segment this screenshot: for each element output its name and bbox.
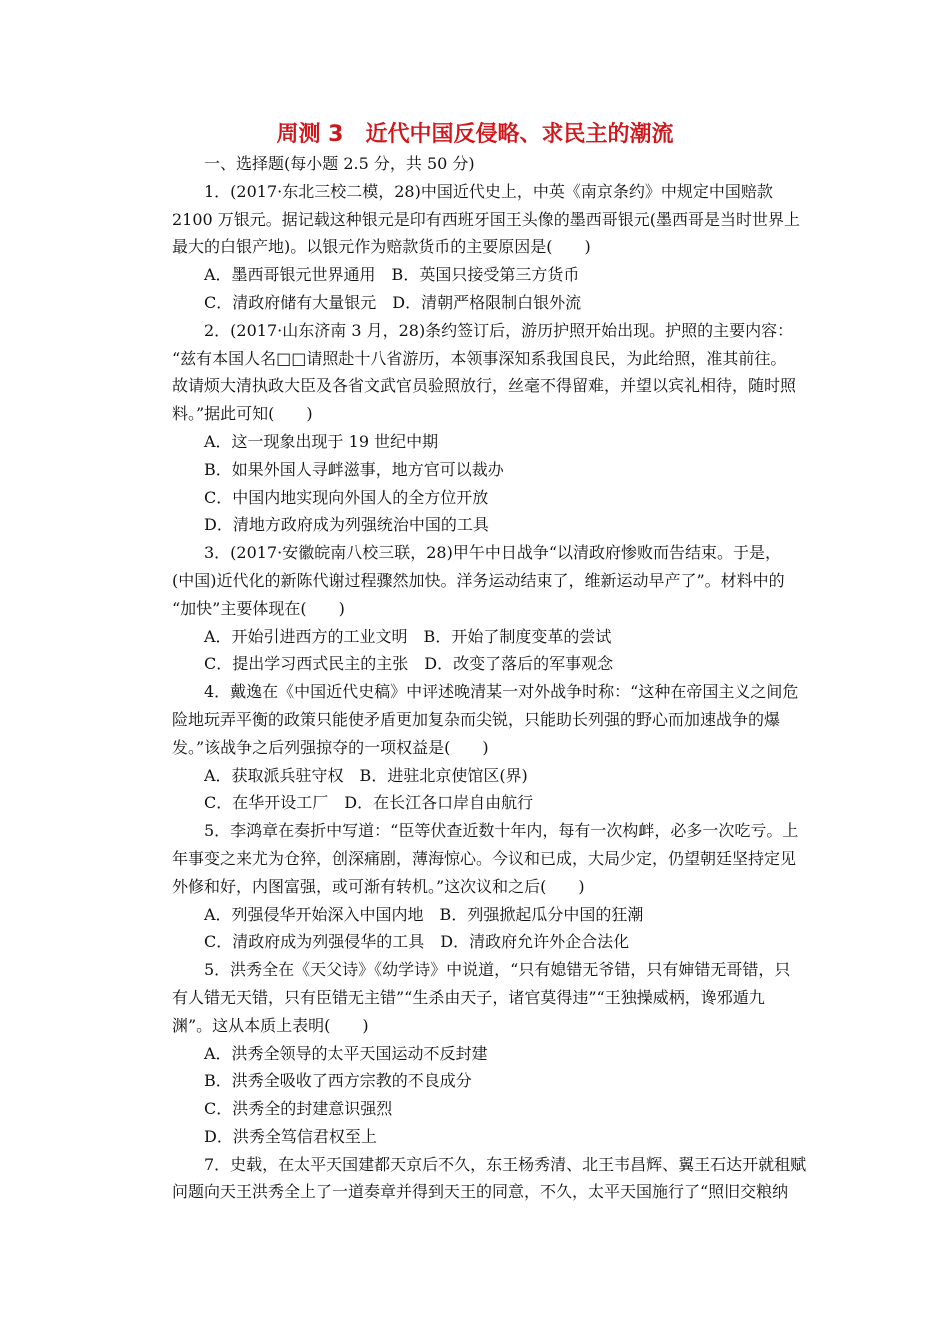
question-stem-first-line: 5．洪秀全在《天父诗》《幼学诗》中说道，“只有媳错无爷错，只有婶错无哥错，只 [204, 960, 791, 980]
answer-option: D．清地方政府成为列强统治中国的工具 [204, 515, 489, 535]
question-stem-line: 料。”据此可知( ) [172, 404, 313, 424]
question-stem-line: 问题向天王洪秀全上了一道奏章并得到天王的同意，不久，太平天国施行了“照旧交粮纳 [172, 1182, 789, 1202]
question-stem-line: 发。”该战争之后列强掠夺的一项权益是( ) [172, 737, 489, 757]
question-stem-line: 2100 万银元。据记载这种银元是印有西班牙国王头像的墨西哥银元(墨西哥是当时世界上 [172, 209, 801, 229]
question-stem-line: (中国)近代化的新陈代谢过程骤然加快。洋务运动结束了，维新运动早产了”。材料中的 [172, 570, 785, 590]
question-stem-line: “兹有本国人名□□请照赴十八省游历，本领事深知系我国良民，为此给照，准其前往。 [172, 348, 787, 368]
question-stem-line: 故请烦大清执政大臣及各省文武官员验照放行，丝毫不得留难，并望以宾礼相待，随时照 [172, 376, 797, 396]
question-stem-line: “加快”主要体现在( ) [172, 598, 345, 618]
answer-option: A．列强侵华开始深入中国内地 B．列强掀起瓜分中国的狂潮 [204, 904, 644, 924]
answer-option: C．提出学习西式民主的主张 D．改变了落后的军事观念 [204, 654, 614, 674]
answer-option: A．获取派兵驻守权 B．进驻北京使馆区(界) [204, 765, 528, 785]
question-list [172, 178, 812, 1206]
answer-option: A．这一现象出现于 19 世纪中期 [204, 431, 439, 451]
answer-option: C．在华开设工厂 D．在长江各口岸自由航行 [204, 793, 534, 813]
question-stem-first-line: 7．史载，在太平天国建都天京后不久，东王杨秀清、北王韦昌辉、翼王石达开就租赋 [204, 1154, 807, 1174]
question-stem-line: 最大的白银产地)。以银元作为赔款货币的主要原因是( ) [172, 237, 591, 257]
answer-option: C．清政府成为列强侵华的工具 D．清政府允许外企合法化 [204, 932, 630, 952]
question-stem-first-line: 2．(2017·山东济南 3 月，28)条约签订后，游历护照开始出现。护照的主要内容： [204, 320, 794, 340]
page-title: 周测 3 近代中国反侵略、求民主的潮流 [276, 122, 674, 147]
answer-option: B．如果外国人寻衅滋事，地方官可以裁办 [204, 459, 504, 479]
question-stem-first-line: 5．李鸿章在奏折中写道：“臣等伏查近数十年内，每有一次构衅，必多一次吃亏。上 [204, 821, 799, 841]
answer-option: A．墨西哥银元世界通用 B．英国只接受第三方货币 [204, 265, 580, 285]
answer-option: A．洪秀全领导的太平天国运动不反封建 [204, 1043, 488, 1063]
answer-option: C．洪秀全的封建意识强烈 [204, 1099, 393, 1119]
question-stem-line: 外修和好，内图富强，或可渐有转机。”这次议和之后( ) [172, 876, 585, 896]
question-stem-first-line: 3．(2017·安徽皖南八校三联，28)甲午中日战争“以清政府惨败而告结束。于是， [204, 543, 782, 563]
question-stem-line: 有人错无天错，只有臣错无主错”“生杀由天子，诸官莫得违”“王独操威柄，谗邪遁九 [172, 987, 765, 1007]
question-stem-first-line: 1．(2017·东北三校二模，28)中国近代史上，中英《南京条约》中规定中国赔款 [204, 181, 773, 201]
section-header: 一、选择题(每小题 2.5 分，共 50 分) [204, 154, 475, 173]
answer-option: A．开始引进西方的工业文明 B．开始了制度变革的尝试 [204, 626, 612, 646]
question-content [172, 150, 812, 1206]
answer-option: B．洪秀全吸收了西方宗教的不良成分 [204, 1071, 472, 1091]
question-stem-first-line: 4．戴逸在《中国近代史稿》中评述晚清某一对外战争时称：“这种在帝国主义之间危 [204, 682, 799, 702]
question-stem-line: 险地玩弄平衡的政策只能使矛盾更加复杂而尖锐，只能助长列强的野心而加速战争的爆 [172, 709, 781, 729]
answer-option: C．中国内地实现向外国人的全方位开放 [204, 487, 489, 507]
question-stem-line: 年事变之来尤为仓猝，创深痛剧，薄海惊心。今议和已成，大局少定，仍望朝廷坚持定见 [172, 848, 797, 868]
answer-option: C．清政府储有大量银元 D．清朝严格限制白银外流 [204, 292, 582, 312]
answer-option: D．洪秀全笃信君权至上 [204, 1126, 377, 1146]
question-stem-line: 渊”。这从本质上表明( ) [172, 1015, 369, 1035]
